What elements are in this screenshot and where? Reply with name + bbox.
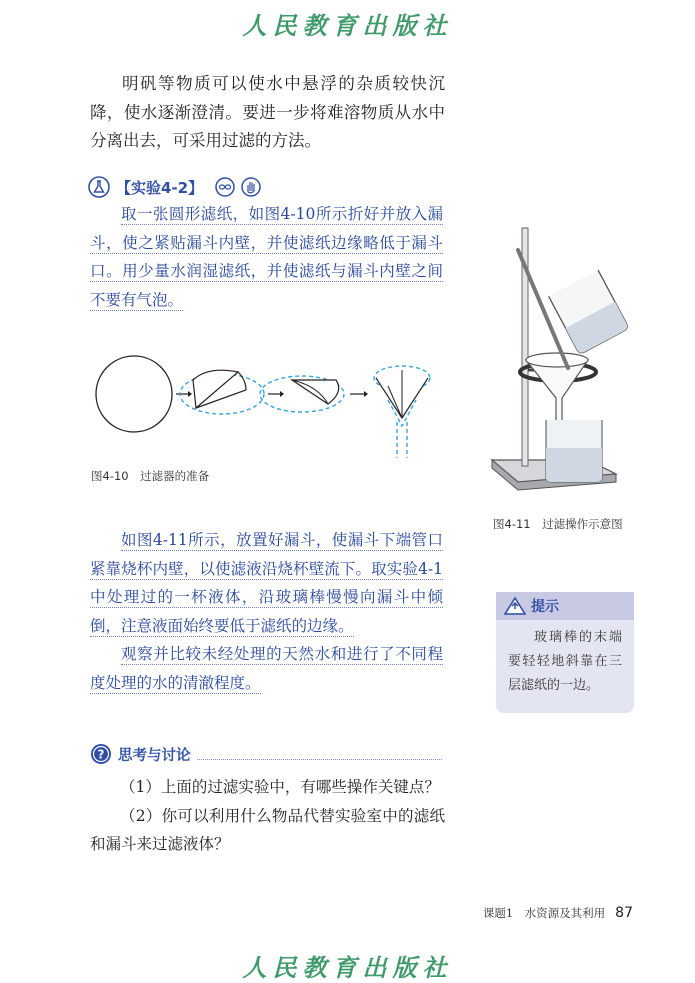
experiment-text-2: 如图4-11所示，放置好漏斗，使漏斗下端管口紧靠烧杯内壁，以使滤液沿烧杯壁流下。取实验4-1中处理过的一杯液体，沿玻璃棒慢慢向漏斗中倾倒，注意液面始终要低于滤纸的边缘。 [90, 531, 443, 635]
flask-icon [88, 176, 110, 198]
figure-4-11 [478, 220, 628, 505]
experiment-paragraph-1 [90, 200, 443, 314]
tip-box [496, 592, 634, 713]
publisher-footer: 人民教育出版社 [242, 953, 453, 982]
goggles-icon [215, 177, 235, 197]
intro-paragraph: 明矾等物质可以使水中悬浮的杂质较快沉降，使水逐渐澄清。要进一步将难溶物质从水中分离出去，可采用过滤的方法。 [90, 74, 445, 150]
round-filter-paper [96, 356, 172, 432]
experiment-title: 【实验4-2】 [116, 178, 204, 197]
svg-text:?: ? [97, 747, 105, 762]
figure-4-10-caption: 图4-10 过滤器的准备 [91, 469, 210, 483]
hand-icon [241, 177, 261, 197]
experiment-text-1: 取一张圆形滤纸，如图4-10所示折好并放入漏斗，使之紧贴漏斗内壁，并使滤纸边缘略低于漏斗口。用少量水润湿滤纸，并使滤纸与漏斗内壁之间不要有气泡。 [90, 205, 443, 309]
lesson-label: 课题1 水资源及其利用 [482, 906, 606, 920]
figure-4-10 [88, 350, 448, 460]
question-icon [90, 743, 112, 765]
discussion-questions [90, 773, 445, 859]
discussion-title: 思考与讨论 [118, 747, 191, 764]
tip-title: 提示 [531, 599, 559, 615]
half-folded-paper [193, 370, 238, 408]
figure-4-11-caption: 图4-11 过滤操作示意图 [493, 517, 623, 531]
tip-text: 玻璃棒的末端要轻轻地斜靠在三层滤纸的一边。 [508, 630, 622, 693]
page-footer [483, 905, 633, 921]
pouring-beaker [549, 270, 628, 355]
experiment-heading [88, 176, 261, 198]
quarter-folded-paper [292, 380, 339, 404]
question-1: （1）上面的过滤实验中，有哪些操作关键点？ [120, 778, 440, 796]
discussion-heading [90, 742, 442, 766]
experiment-text-3: 观察并比较未经处理的天然水和进行了不同程度处理的水的清澈程度。 [90, 645, 443, 692]
page-number: 87 [615, 905, 633, 921]
question-2: （2）你可以利用什么物品代替实验室中的滤纸和漏斗来过滤液体？ [90, 806, 445, 853]
warning-icon [504, 596, 526, 616]
tip-header [496, 592, 634, 620]
experiment-paragraph-2 [90, 526, 443, 697]
dotted-divider [197, 749, 443, 760]
publisher-header: 人民教育出版社 [242, 11, 453, 40]
